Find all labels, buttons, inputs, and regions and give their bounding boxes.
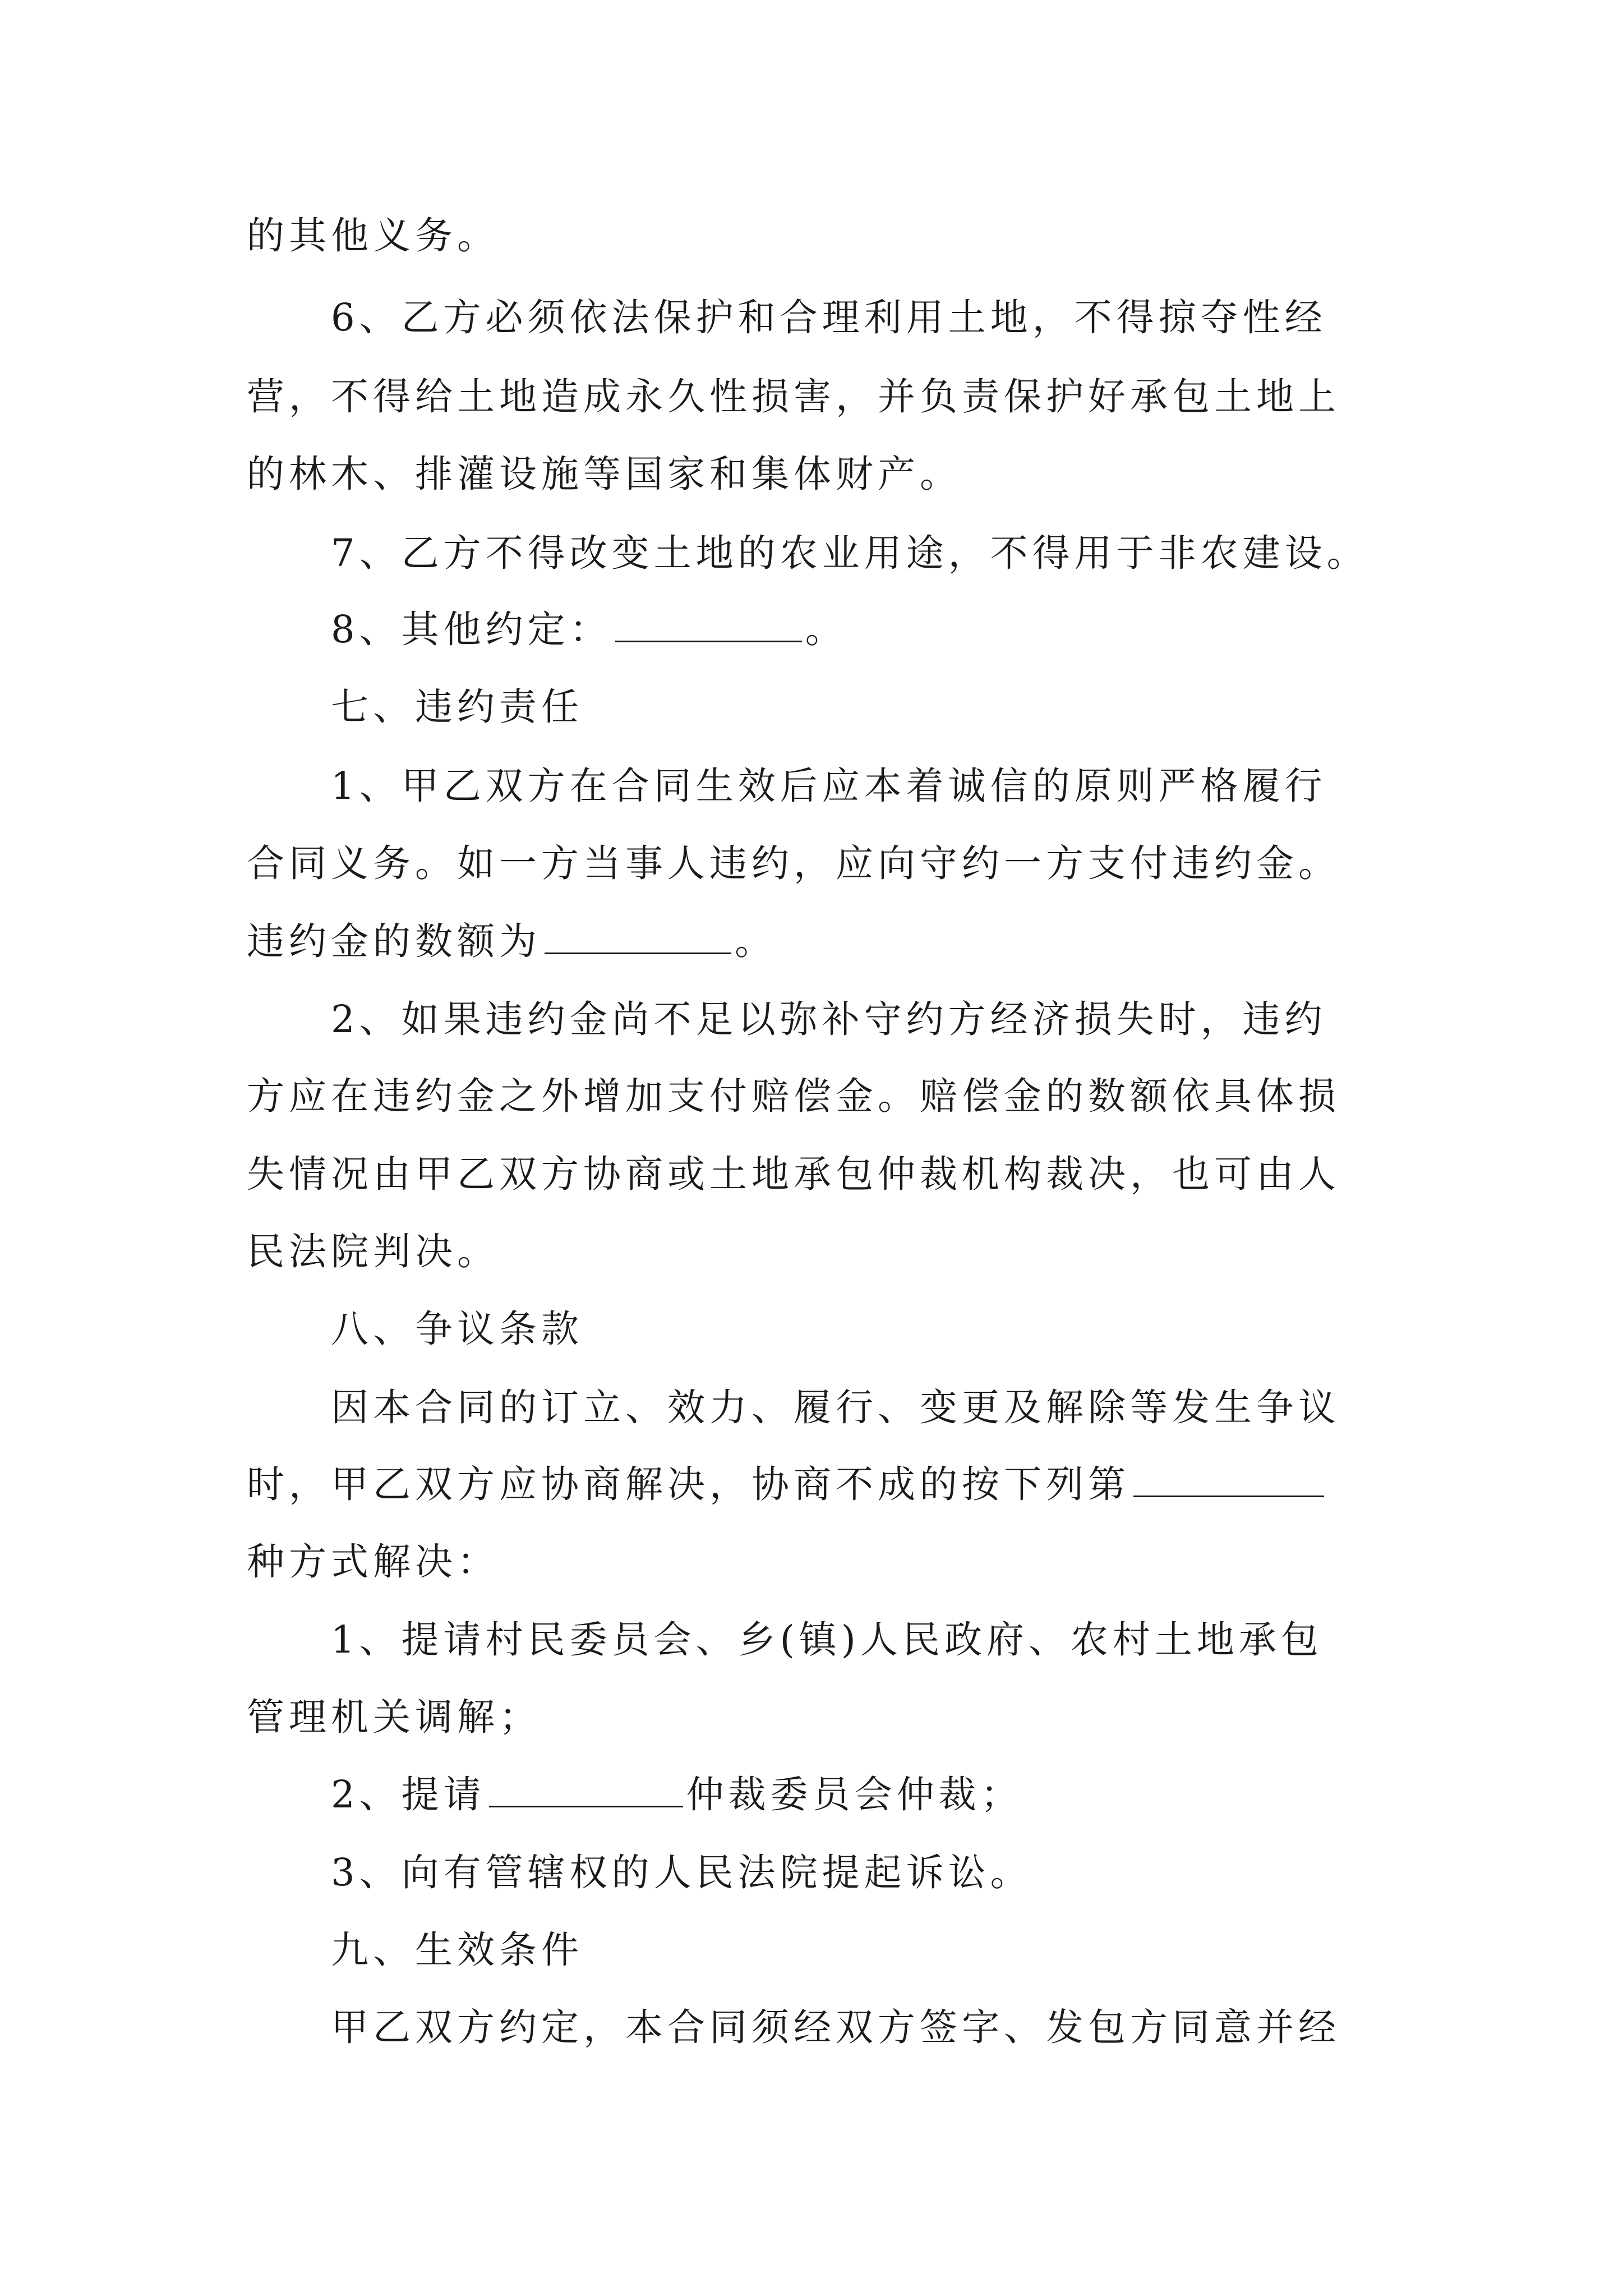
line-text: 甲乙双方约定，本合同须经双方签字、发包方同意并经 [331,2005,1340,2049]
line-text: 因本合同的订立、效力、履行、变更及解除等发生争议 [331,1386,1340,1429]
line-text: 仲裁委员会仲裁； [686,1773,1023,1816]
section-heading-breach [331,680,583,734]
line-text: 7、乙方不得改变土地的农业用途，不得用于非农建设。 [331,531,1369,575]
text-line [247,370,1340,424]
section-heading-effect [331,1923,583,1977]
dispute-option-1 [331,1613,1323,1667]
line-text: 方应在违约金之外增加支付赔偿金。赔偿金的数额依具体损 [247,1074,1340,1118]
line-text: 八、争议条款 [331,1307,583,1351]
text-line [247,836,1340,890]
line-text: 1、提请村民委员会、乡(镇)人民政府、农村土地承包 [331,1618,1323,1662]
text-line [247,1690,541,1744]
dispute-option-3 [331,1846,1032,1899]
text-line [247,1147,1340,1201]
text-line [247,1535,499,1589]
line-text: 营，不得给土地造成永久性损害，并负责保护好承包土地上 [247,375,1340,418]
fill-in-blank[interactable] [545,917,731,954]
fill-in-blank[interactable] [489,1770,683,1807]
line-text: 2、如果违约金尚不足以弥补守约方经济损失时，违约 [331,997,1327,1041]
line-text: 。 [735,919,777,963]
line-text: 2、提请 [331,1773,486,1816]
fill-in-blank[interactable] [1133,1460,1324,1497]
line-text: 时，甲乙双方应协商解决，协商不成的按下列第 [247,1462,1130,1506]
clause-8 [331,602,847,656]
line-text: 违约金的数额为 [247,919,541,963]
text-line [247,914,777,968]
line-text: 合同义务。如一方当事人违约，应向守约一方支付违约金。 [247,841,1340,885]
effect-paragraph [331,2000,1340,2054]
breach-clause-1 [331,759,1327,813]
dispute-option-2 [331,1768,1023,1821]
breach-clause-2 [331,992,1327,1046]
line-text: 管理机关调解； [247,1695,541,1739]
line-text: 九、生效条件 [331,1928,583,1972]
text-line [247,1069,1340,1123]
line-text: 的林木、排灌设施等国家和集体财产。 [247,452,962,496]
line-text: 种方式解决： [247,1540,499,1584]
line-text: 。 [805,608,847,651]
text-line [247,209,499,263]
text-line [247,447,962,501]
text-line [247,1457,1327,1511]
text-line [247,1225,499,1278]
line-text: 民法院判决。 [247,1230,499,1273]
line-text: 8、其他约定： [331,608,612,651]
line-text: 3、向有管辖权的人民法院提起诉讼。 [331,1851,1032,1894]
line-text: 6、乙方必须依法保护和合理利用土地，不得掠夺性经 [331,296,1327,339]
line-text: 1、甲乙双方在合同生效后应本着诚信的原则严格履行 [331,764,1327,808]
section-heading-dispute [331,1302,583,1356]
clause-7 [331,526,1369,580]
line-text: 的其他义务。 [247,214,499,257]
line-text: 七、违约责任 [331,685,583,729]
line-text: 失情况由甲乙双方协商或土地承包仲裁机构裁决，也可由人 [247,1152,1340,1196]
clause-6 [331,291,1327,344]
fill-in-blank[interactable] [615,605,802,642]
dispute-paragraph [331,1381,1340,1434]
